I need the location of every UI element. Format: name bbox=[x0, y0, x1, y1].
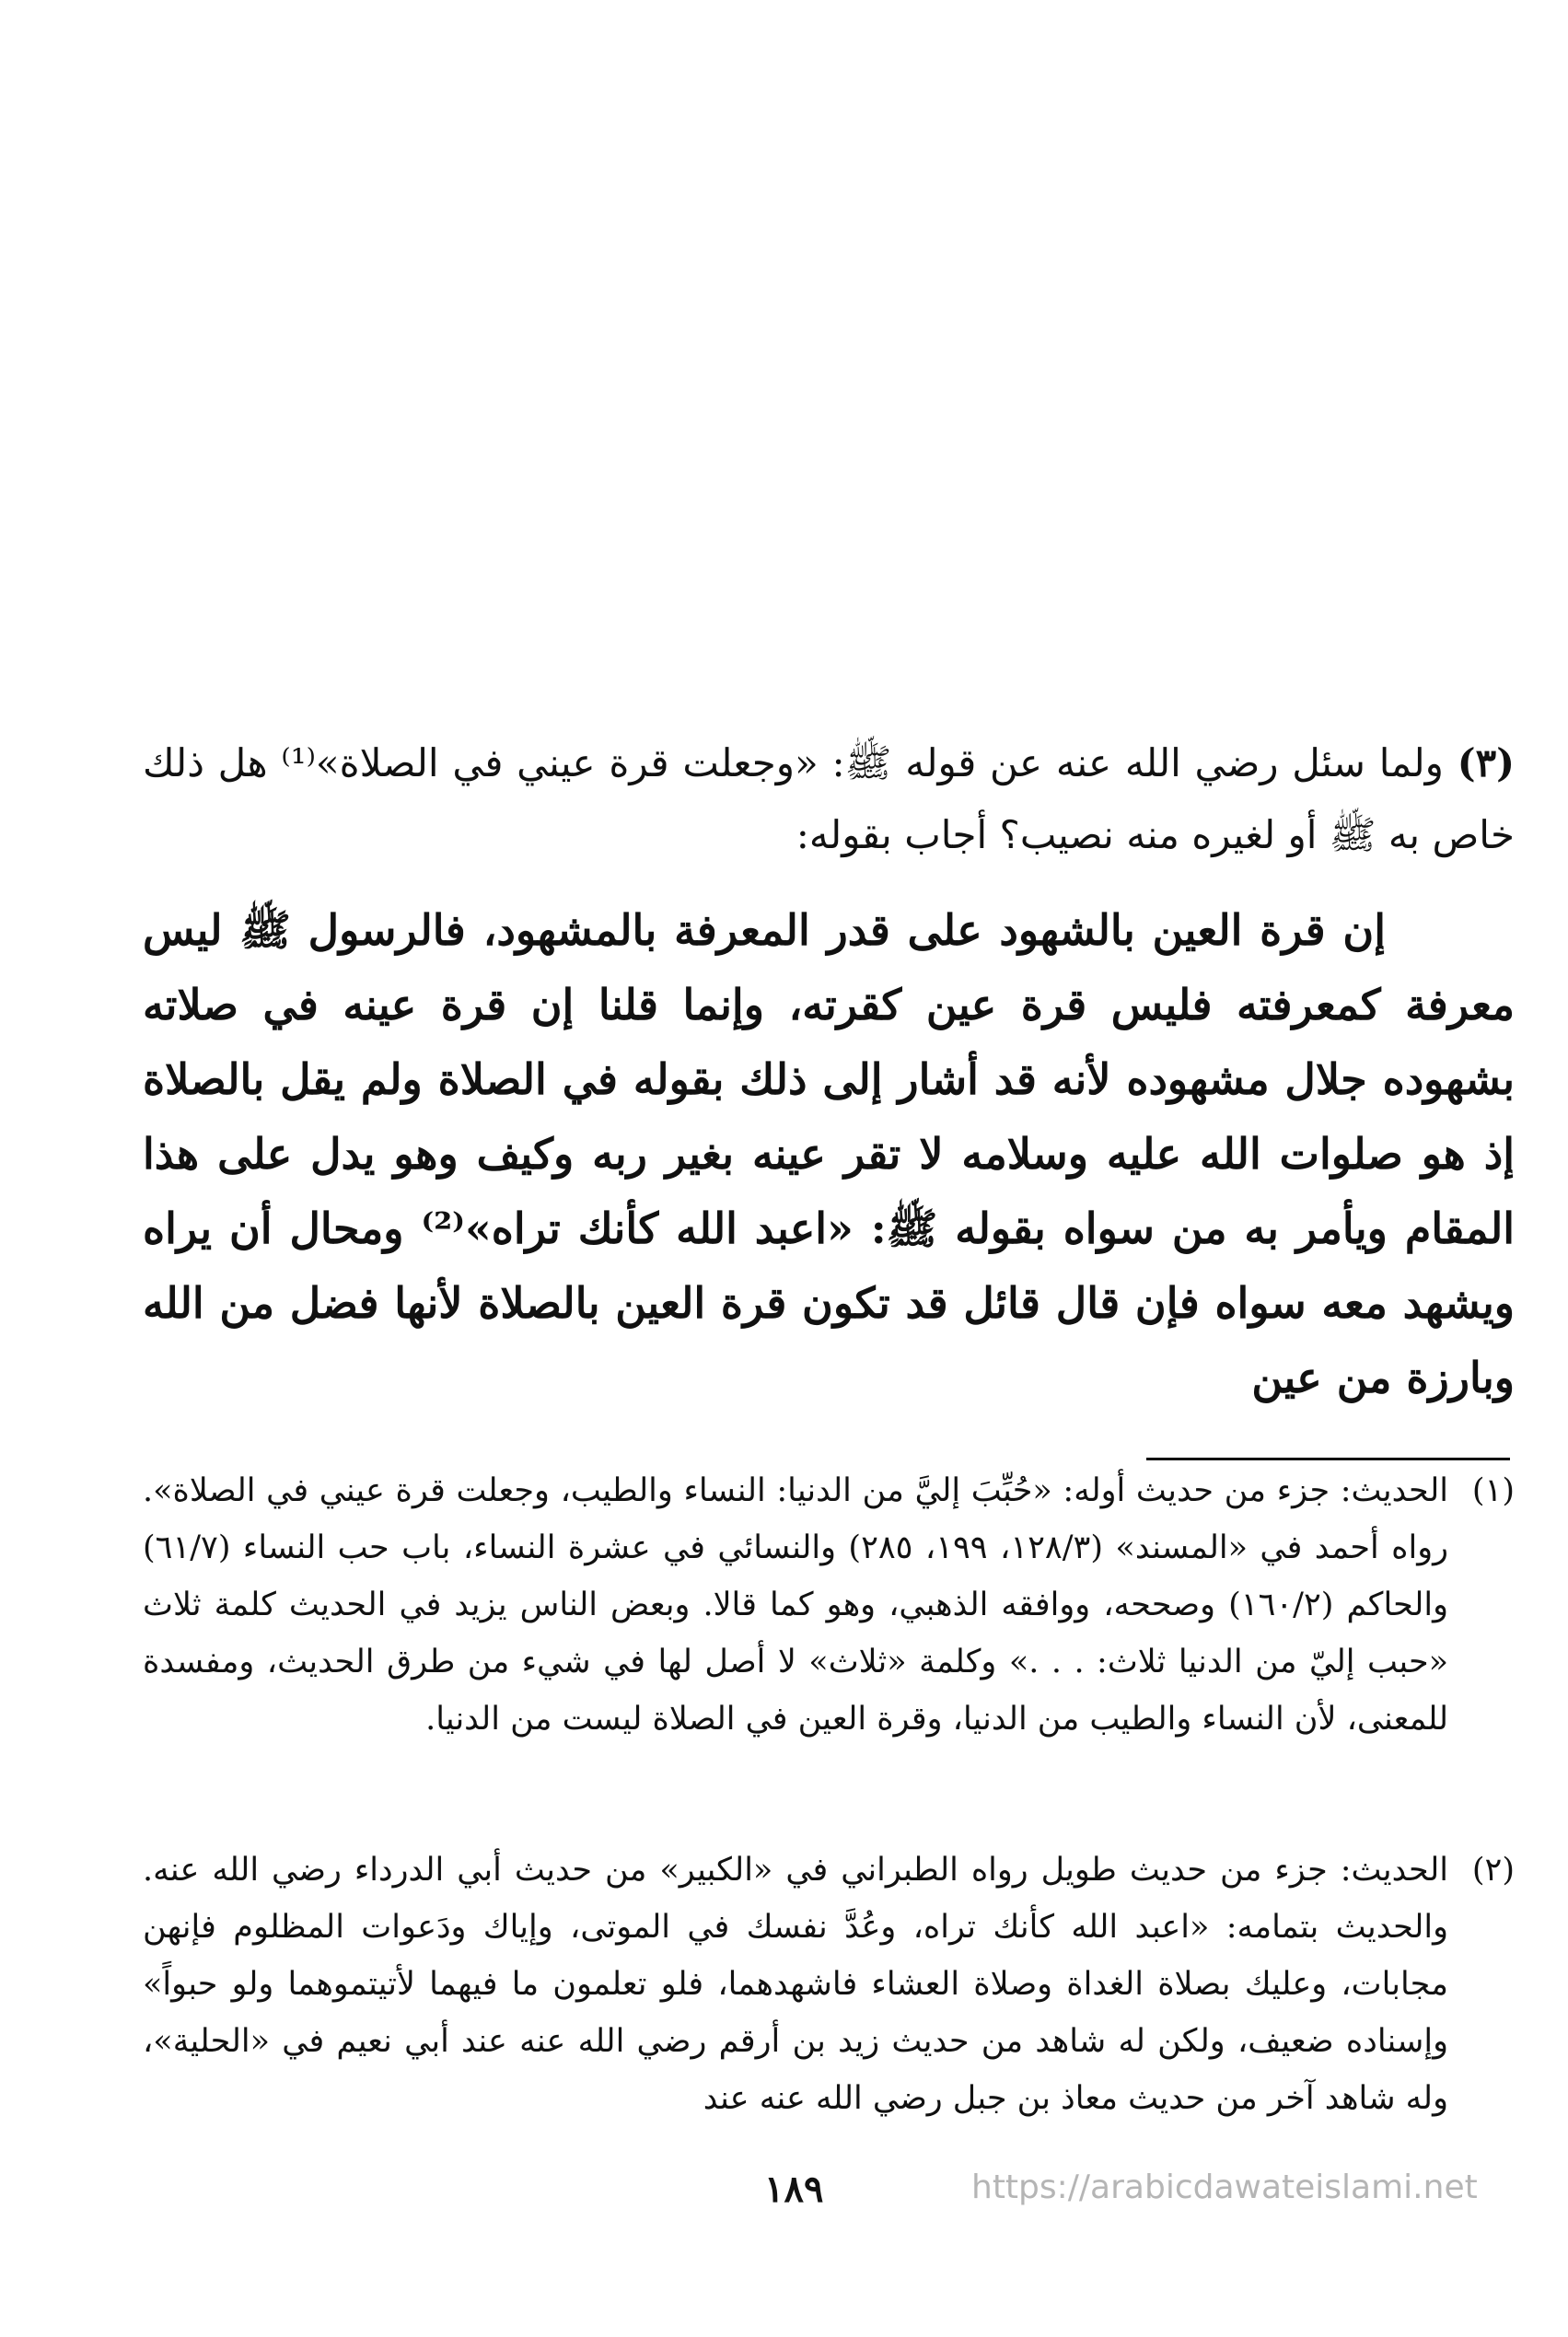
page-number: ١٨٩ bbox=[764, 2168, 824, 2211]
item-number: (٣) bbox=[1457, 740, 1515, 785]
question-text: ولما سئل رضي الله عنه عن قوله ﷺ: «وجعلت قرة عيني في الصلاة»⁽¹⁾ هل ذلك خاص به ﷺ أو لغيره منه نصيب؟ أجاب بقوله: bbox=[143, 740, 1515, 857]
footnote-text: الحديث: جزء من حديث طويل رواه الطبراني في «الكبير» من حديث أبي الدرداء رضي الله عنه. والحديث بتمامه: «اعبد الله كأنك تراه، وعُدَّ نفسك في الموتى، وإياك ودَعوات المظلوم فإنهن مجابات، وعليك بصلاة الغداة وصلاة العشاء فاشهدهما، فلو تعلمون ما فيهما لأتيتموهما ولو حبواً» وإسناده ضعيف، ولكن له شاهد من حديث زيد بن أرقم رضي الله عنه عند أبي نعيم في «الحلية»، وله شاهد آخر من حديث معاذ بن جبل رضي الله عنه عند bbox=[143, 1852, 1448, 2117]
footnote-divider bbox=[1146, 1458, 1510, 1460]
answer-paragraph: إن قرة العين بالشهود على قدر المعرفة بالمشهود، فالرسول ﷺ ليس معرفة كمعرفته فليس قرة عين كقرته، وإنما قلنا إن قرة عينه في صلاته بشهوده جلال مشهوده لأنه قد أشار إلى ذلك بقوله في الصلاة ولم يقل بالصلاة إذ هو صلوات الله عليه وسلامه لا تقر عينه بغير ربه وكيف وهو يدل على هذا المقام ويأمر به من سواه بقوله ﷺ: «اعبد الله كأنك تراه»⁽²⁾ ومحال أن يراه ويشهد معه سواه فإن قال قائل قد تكون قرة العين بالصلاة لأنها فضل من الله وبارزة من عين bbox=[143, 905, 1515, 1402]
footnote-number: (٢) bbox=[1471, 1852, 1515, 1889]
watermark-url: https://arabicdawateislami.net bbox=[971, 2168, 1478, 2206]
footnote-number: (١) bbox=[1471, 1472, 1515, 1509]
footnote-2 bbox=[143, 1842, 1515, 2127]
question-paragraph bbox=[143, 727, 1515, 871]
footnote-1 bbox=[143, 1462, 1515, 1748]
footnote-text: الحديث: جزء من حديث أوله: «حُبِّبَ إليَّ من الدنيا: النساء والطيب، وجعلت قرة عيني في الصلاة». رواه أحمد في «المسند» (١٢٨/٣، ١٩٩، ٢٨٥) والنسائي في عشرة النساء، باب حب النساء (٦١/٧) والحاكم (١٦٠/٢) وصححه، ووافقه الذهبي، وهو كما قالا. وبعض الناس يزيد في الحديث كلمة ثلاث «حبب إليّ من الدنيا ثلاث: . . .» وكلمة «ثلاث» لا أصل لها في شيء من طرق الحديث، ومفسدة للمعنى، لأن النساء والطيب من الدنيا، وقرة العين في الصلاة ليست من الدنيا. bbox=[143, 1472, 1448, 1738]
